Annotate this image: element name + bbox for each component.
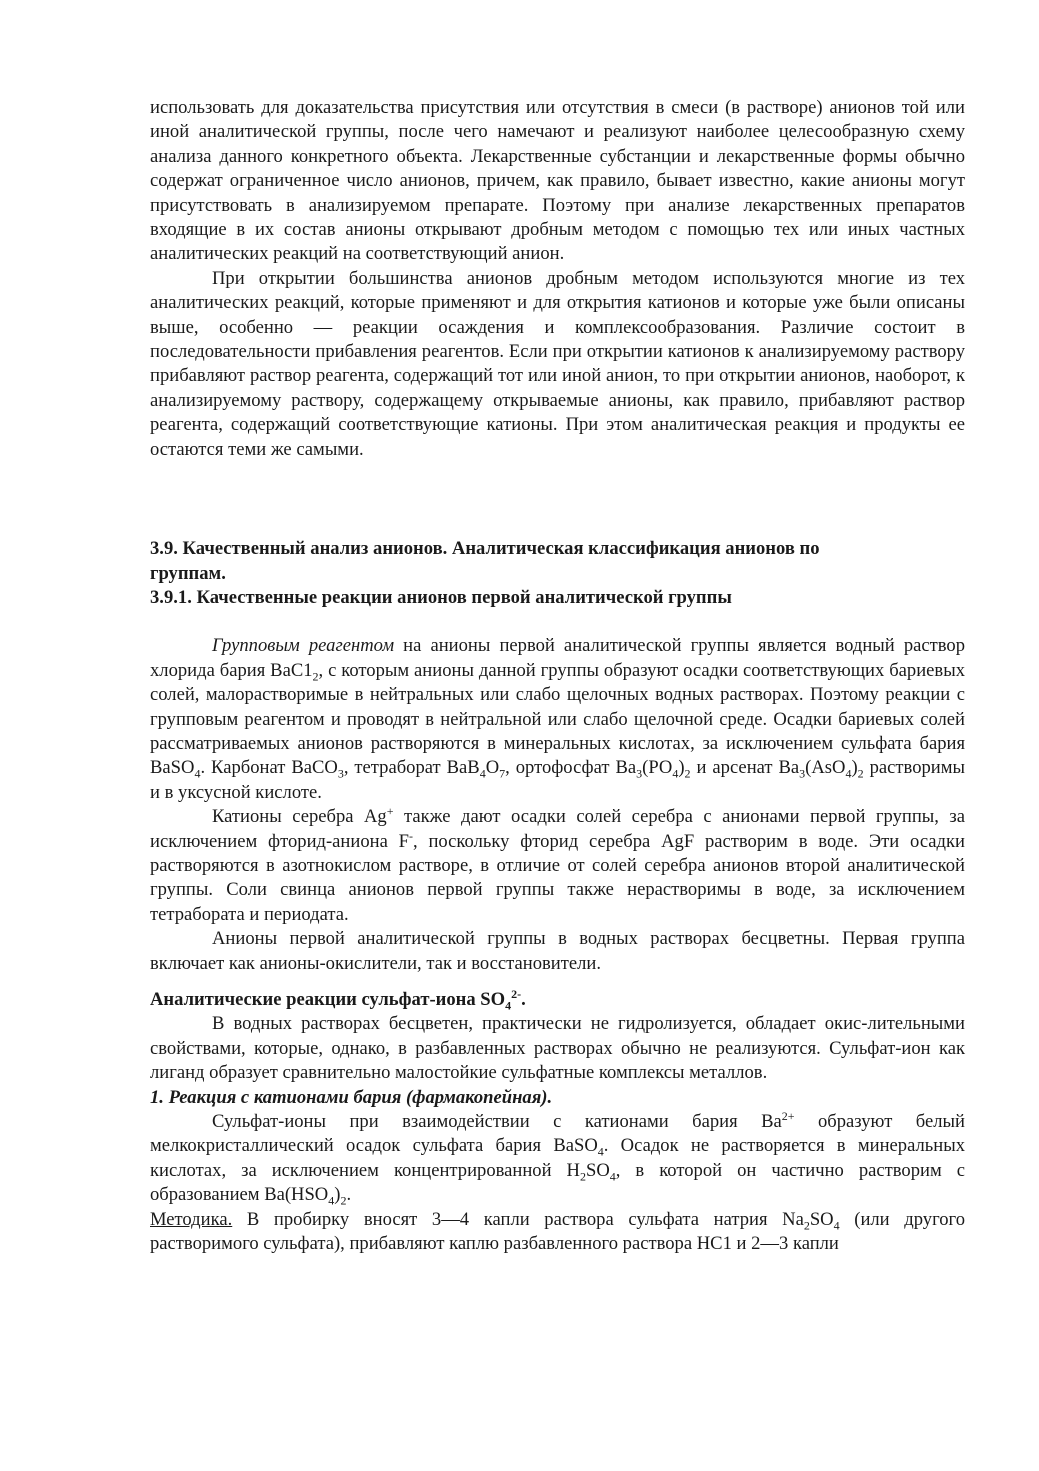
paragraph-barium-reaction: Сульфат-ионы при взаимодействии с катионами бария $Ва^{2+}$ образуют белый мелкокристаллический осадок сульфата бария BaSO$_4$. Осадок не растворяется в минеральных кислотах, за исключением концентрированной $H_2SO_4$, в которой он частично растворим с образованием $Ba(HSO_4)_2$. [150,1108,965,1208]
paragraph-fractional-method: При открытии большинства анионов дробным методом используются многие из тех аналитических реакций, которые применяют и для открытия катионов и которые уже были описаны выше, особенно — реакции осаждения и комплексообразования. Различие состоит в последовательности прибавления реагентов. Если при открытии катионов к анализируемому раствору прибавляют раствор реагента, содержащий тот или иной анион, то при открытии анионов, наоборот, к анализируемому раствору, содержащему открываемые анионы, как правило, прибавляют раствор реагента, содержащий соответствующие катионы. При этом аналитическая реакция и продукты ее остаются теми же самыми. [150,267,965,460]
section-title-line2: группам. [150,562,226,584]
sulfate-heading: Аналитические реакции сульфат-иона $SO_4^{2-}$. [150,986,526,1013]
document-page [150,96,965,1256]
spacer [150,976,965,988]
paragraph-silver-cations: Катионы серебра Ag+ также дают осадки солей серебра с анионами первой группы, за исключением фторид-аниона F-, поскольку фторид серебра AgF растворим в воде. Эти осадки растворяются в азотнокислом растворе, в отличие от солей серебра анионов второй аналитической группы. Соли свинца анионов первой группы также нерастворимы в воде, за исключением тетрабората и периодата. [150,803,965,925]
paragraph-method: Методика. В пробирку вносят 3—4 капли раствора сульфата натрия $Na_2SO_4$ (или другого растворимого сульфата), прибавляют каплю разбавленного раствора НС1 и 2—3 капли [150,1208,965,1255]
section-title-line1: 3.9. Качественный анализ анионов. Аналитическая классификация анионов по [150,538,820,560]
method-label: Методика. [150,1208,233,1230]
spacer [150,610,965,634]
spacer [150,462,965,537]
paragraph-intro-continued: использовать для доказательства присутствия или отсутствия в смеси (в растворе) анионов той или иной аналитической группы, после чего намечают и реализуют наиболее целесообразную схему анализа данного конкретного объекта. Лекарственные субстанции и лекарственные формы обычно содержат ограниченное число анионов, причем, как правило, бывает известно, какие анионы могут присутствовать в анализируемом препарате. Поэтому при анализе лекарственных препаратов входящие в их состав анионы открывают дробным методом с помощью тех или иных частных аналитических реакций на соответствующий анион. [150,97,965,265]
paragraph-group-reagent: Групповым реагентом на анионы первой аналитической группы является водный раствор хлорида бария $ВаС1_2$, с которым анионы данной группы образуют осадки соответствующих бариевых солей, малорастворимые в нейтральных или слабо щелочных водных растворах. Поэтому реакции с групповым реагентом и проводят в нейтральной или слабо щелочной среде. Осадки бариевых солей рассматриваемых анионов растворяются в минеральных кислотах, за исключением сульфата бария BaSO$_4$. Карбонат ВаСО$_3$, тетраборат $ВаВ_4О_7$, ортофосфат $Ва_3(РО_4)_2$ и арсенат $Ba_3(AsO_4)_2$ растворимы и в уксусной кислоте. [150,635,966,803]
subsection-title: 3.9.1. Качественные реакции анионов первой аналитической группы [150,586,732,608]
paragraph-sulfate-properties: В водных растворах бесцветен, практически не гидролизуется, обладает окис-лительными свойствами, которые, однако, в разбавленных растворах обычно не реализуются. Сульфат-ион как лиганд образует сравнительно малостойкие сульфатные комплексы металлов. [150,1013,965,1084]
paragraph-colorless-anions: Анионы первой аналитической группы в водных растворах бесцветны. Первая группа включает как анионы-окислители, так и восстановители. [150,928,965,974]
italic-term: Групповым реагентом [212,635,395,657]
reaction-title: 1. Реакция с катионами бария (фармакопейная). [150,1086,553,1108]
section-title [150,537,965,586]
